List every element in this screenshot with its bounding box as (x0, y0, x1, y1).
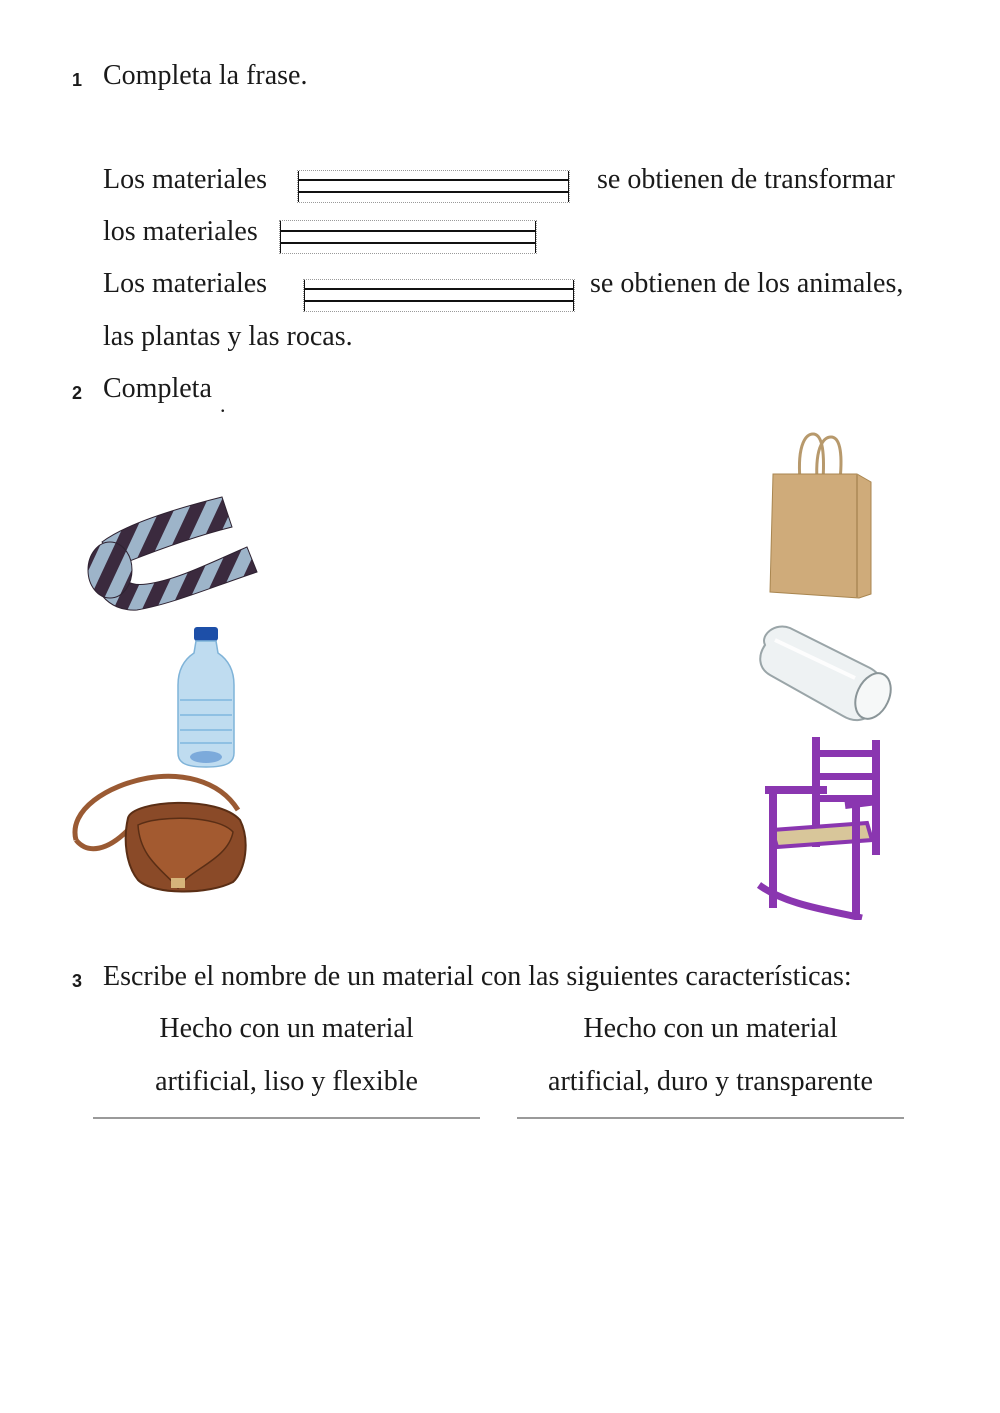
q1-line2-prefix: los materiales (103, 216, 258, 247)
q3-right-line1: Hecho con un material (583, 1013, 838, 1044)
glass-jar-image[interactable] (755, 620, 900, 728)
q1-line4: las plantas y las rocas. (103, 321, 353, 352)
answer-line-left[interactable] (93, 1116, 480, 1119)
question-3-title: Escribe el nombre de un material con las siguientes características: (103, 961, 852, 992)
q1-line3-suffix: se obtienen de los animales, (590, 268, 904, 299)
answer-line-right[interactable] (517, 1116, 904, 1119)
blank-input-2[interactable] (279, 220, 537, 254)
q3-right-line2: artificial, duro y transparente (548, 1066, 873, 1097)
leather-bag-image[interactable] (68, 770, 253, 900)
water-bottle-image[interactable] (170, 625, 242, 770)
blank-input-1[interactable] (297, 170, 570, 203)
blank-input-3[interactable] (303, 279, 575, 312)
question-1-title: Completa la frase. (103, 60, 308, 91)
question-2-dot: . (220, 392, 226, 417)
q3-left-line2: artificial, liso y flexible (155, 1066, 418, 1097)
rocking-chair-image[interactable] (757, 735, 887, 920)
scarf-image[interactable] (82, 492, 262, 622)
question-1-number: 1 (72, 70, 83, 90)
question-3-number: 3 (72, 971, 83, 991)
paper-bag-image[interactable] (765, 432, 875, 600)
q3-left-line1: Hecho con un material (159, 1013, 414, 1044)
q1-line1-suffix: se obtienen de transformar (597, 164, 895, 195)
question-2-number: 2 (72, 383, 83, 403)
q1-line3-prefix: Los materiales (103, 268, 268, 299)
question-2-title: Completa (103, 373, 212, 404)
q1-line1-prefix: Los materiales (103, 164, 268, 195)
